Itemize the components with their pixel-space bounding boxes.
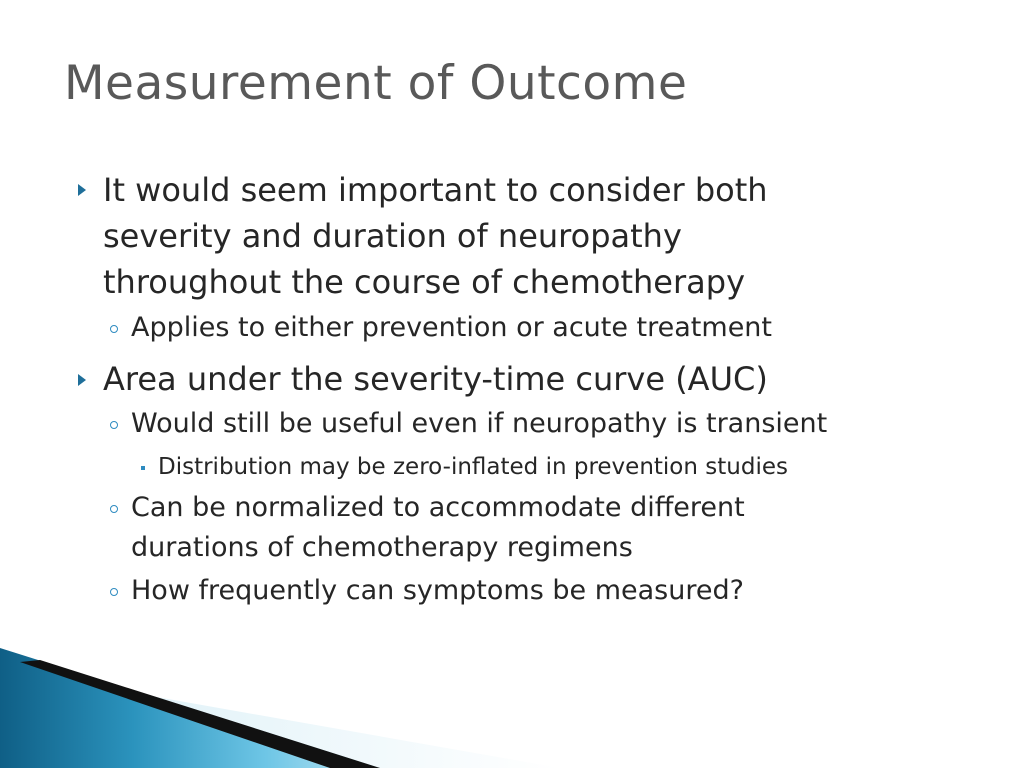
small-square-icon — [141, 466, 145, 470]
sub-bullet-line: Can be normalized to accommodate different — [131, 492, 745, 523]
bullet-line: It would seem important to consider both — [103, 171, 768, 209]
bullet-line: severity and duration of neuropathy — [103, 217, 682, 255]
hollow-circle-icon — [110, 505, 118, 513]
hollow-circle-icon — [110, 588, 118, 596]
sub-bullet-line: Applies to either prevention or acute treatment — [131, 312, 772, 343]
sub-bullet-line: How frequently can symptoms be measured? — [131, 575, 744, 606]
triangle-right-icon — [78, 374, 86, 386]
hollow-circle-icon — [110, 325, 118, 333]
sub-bullet-line: Would still be useful even if neuropathy is transient — [131, 408, 828, 439]
sub-bullet-line: durations of chemotherapy regimens — [131, 532, 633, 563]
bullet-line: throughout the course of chemotherapy — [103, 263, 745, 301]
sub-sub-bullet-line: Distribution may be zero-inflated in prevention studies — [158, 454, 788, 480]
hollow-circle-icon — [110, 421, 118, 429]
bullet-line: Area under the severity-time curve (AUC) — [103, 360, 768, 398]
slide-title: Measurement of Outcome — [64, 56, 688, 111]
triangle-right-icon — [78, 184, 86, 196]
